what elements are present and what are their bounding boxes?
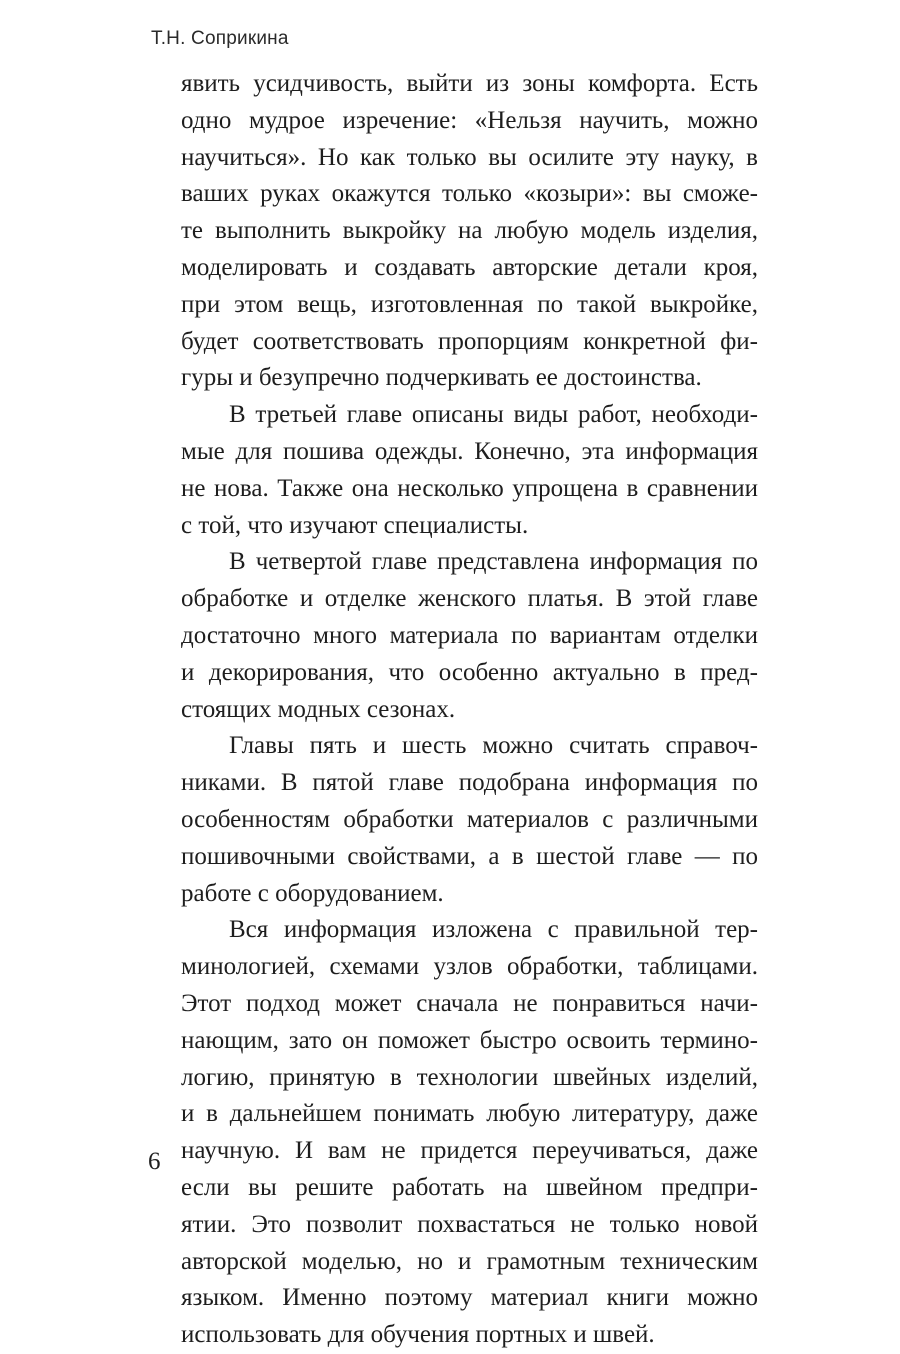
- text-line: работе с оборудованием.: [181, 879, 444, 907]
- text-line: явить усидчивость, выйти из зоны комфорта. Есть: [181, 70, 758, 97]
- text-line: минологией, схемами узлов обработки, таблицами.: [181, 953, 758, 981]
- text-line: гуры и безупречно подчеркивать ее достоинства.: [181, 364, 702, 392]
- text-line: особенностям обработки материалов с различными: [181, 805, 758, 833]
- text-line: использовать для обучения портных и швей.: [181, 1321, 655, 1349]
- paragraph-5: [181, 912, 758, 1354]
- text-line: Вся информация изложена с правильной тер-: [229, 916, 758, 944]
- text-line: и декорирования, что особенно актуально в пред-: [181, 658, 758, 686]
- text-line: языком. Именно поэтому материал книги можно: [181, 1284, 758, 1312]
- text-line: нающим, зато он поможет быстро освоить термино-: [181, 1026, 758, 1054]
- text-line: и в дальнейшем понимать любую литературу, даже: [181, 1100, 758, 1128]
- text-line: мые для пошива одежды. Конечно, эта информация: [181, 437, 758, 465]
- text-line: пошивочными свойствами, а в шестой главе — по: [181, 842, 758, 870]
- text-line: В четвертой главе представлена информация по: [229, 548, 758, 576]
- page-number: 6: [148, 1148, 161, 1175]
- text-line: не нова. Также она несколько упрощена в сравнении: [181, 474, 758, 502]
- text-line: ятии. Это позволит похвастаться не только новой: [181, 1210, 758, 1238]
- text-line: моделировать и создавать авторские детали кроя,: [181, 253, 758, 281]
- running-header-author: Т.Н. Соприкина: [151, 28, 289, 49]
- text-line: одно мудрое изречение: «Нельзя научить, можно: [181, 106, 758, 134]
- text-line: те выполнить выкройку на любую модель изделия,: [181, 217, 758, 245]
- paragraph-1: [181, 66, 758, 397]
- text-line: при этом вещь, изготовленная по такой выкройке,: [181, 290, 758, 318]
- text-line: обработке и отделке женского платья. В этой главе: [181, 585, 758, 613]
- text-line: никами. В пятой главе подобрана информация по: [181, 769, 758, 797]
- text-line: Этот подход может сначала не понравиться начи-: [181, 989, 758, 1017]
- text-line: научиться». Но как только вы осилите эту науку, в: [181, 143, 758, 171]
- text-line: логию, принятую в технологии швейных изделий,: [181, 1063, 758, 1091]
- paragraph-2: [181, 397, 758, 544]
- paragraph-4: [181, 728, 758, 912]
- text-line: Главы пять и шесть можно считать справоч-: [229, 732, 758, 760]
- text-line: с той, что изучают специалисты.: [181, 511, 529, 539]
- paragraph-3: [181, 544, 758, 728]
- text-line: научную. И вам не придется переучиваться, даже: [181, 1137, 758, 1165]
- text-line: будет соответствовать пропорциям конкретной фи-: [181, 327, 758, 355]
- text-line: если вы решите работать на швейном предпри-: [181, 1173, 758, 1201]
- text-line: авторской моделью, но и грамотным техническим: [181, 1247, 758, 1275]
- text-line: стоящих модных сезонах.: [181, 695, 456, 723]
- body-text: [181, 66, 758, 1354]
- text-line: достаточно много материала по вариантам отделки: [181, 621, 758, 649]
- text-line: В третьей главе описаны виды работ, необходи-: [229, 401, 758, 429]
- text-line: ваших руках окажутся только «козыри»: вы сможе-: [181, 180, 758, 208]
